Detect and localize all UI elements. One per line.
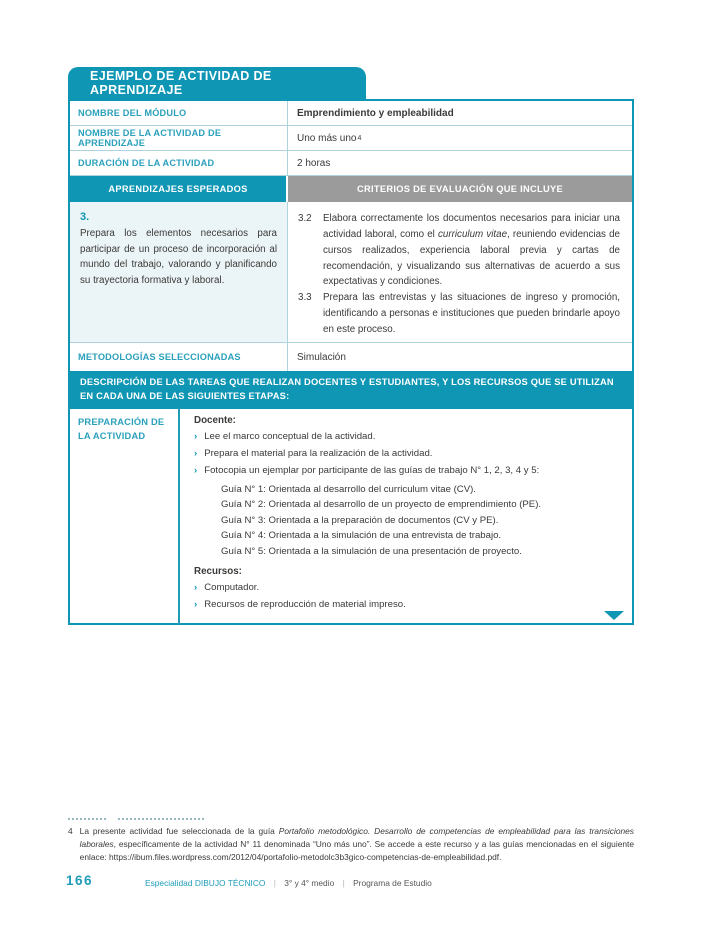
criterion-text: Prepara las entrevistas y las situaciones de ingreso y promoción, identificando a personas e instituciones que pueden brindarle apoyo en este proceso. bbox=[323, 292, 620, 336]
criterion-number: 3.2 bbox=[298, 213, 312, 224]
criterion-text bbox=[323, 211, 620, 290]
learning-number: 3. bbox=[80, 211, 90, 223]
list-item-text: Computador. bbox=[204, 582, 260, 594]
activity-name-label: NOMBRE DE LA ACTIVIDAD DE APRENDIZAJE bbox=[70, 126, 288, 150]
activity-name-text: Uno más uno bbox=[297, 132, 357, 144]
worksheet-item: Guía N° 3: Orientada a la preparación de documentos (CV y PE). bbox=[221, 514, 499, 526]
criterion-text-italic: curriculum vitae bbox=[438, 228, 508, 240]
methodologies-label: METODOLOGÍAS SELECCIONADAS bbox=[70, 343, 288, 371]
list-item-text: Prepara el material para la realización de la actividad. bbox=[204, 448, 433, 460]
preparation-row bbox=[70, 409, 632, 623]
footnote-guide-title: Portafolio metodológico. Desarrollo de competencias de empleabilidad para las transiciones laborales bbox=[79, 826, 634, 850]
duration-label: DURACIÓN DE LA ACTIVIDAD bbox=[70, 151, 288, 175]
footnote-text-post: , específicamente de la actividad N° 11 denominada “Uno más uno”. Se accede a este recurso y a las guías mencionadas en el siguiente enlace: bbox=[79, 839, 634, 863]
footnote-url: https://ibum.files.wordpress.com/2012/04/portafolio-metodolc3b3gico-competencias-de-empleabilidad.pdf. bbox=[109, 852, 502, 863]
methodologies-row bbox=[70, 343, 632, 371]
evaluation-criteria-header: CRITERIOS DE EVALUACIÓN QUE INCLUYE bbox=[288, 176, 632, 202]
criterion-item bbox=[298, 290, 620, 338]
footer-separator: | bbox=[273, 878, 276, 888]
list-item bbox=[194, 598, 620, 612]
table-row bbox=[70, 126, 632, 151]
list-item-text: Lee el marco conceptual de la actividad. bbox=[204, 431, 376, 442]
learnings-criteria-row bbox=[70, 202, 632, 343]
teacher-section-title: Docente: bbox=[194, 415, 236, 426]
footnote-reference: 4 bbox=[357, 134, 362, 142]
tasks-description-header: DESCRIPCIÓN DE LAS TAREAS QUE REALIZAN DOCENTES Y ESTUDIANTES, Y LOS RECURSOS QUE SE UTILIZAN EN CADA UNA DE LAS SIGUIENTES ETAPAS: bbox=[70, 371, 632, 409]
column-header-row bbox=[70, 176, 632, 202]
chevron-bullet-icon: › bbox=[194, 431, 198, 442]
module-name-value: Emprendimiento y empleabilidad bbox=[297, 107, 454, 119]
footnote-number: 4 bbox=[68, 826, 73, 836]
footer-grade: 3° y 4° medio bbox=[284, 878, 335, 888]
preparation-content bbox=[180, 409, 632, 623]
criterion-text-pre: Elabora correctamente los documentos necesarios para iniciar una actividad laboral, como el bbox=[323, 213, 620, 240]
expected-learning-cell bbox=[70, 202, 288, 342]
worksheet-item: Guía N° 4: Orientada a la simulación de una entrevista de trabajo. bbox=[221, 530, 502, 542]
worksheet-item: Guía N° 1: Orientada al desarrollo del curriculum vitae (CV). bbox=[221, 483, 476, 495]
footnote-text bbox=[80, 825, 634, 864]
resources-section bbox=[194, 566, 620, 612]
learning-text: Prepara los elementos necesarios para participar de un proceso de incorporación al mundo del trabajo, valorando y planificando su trayectoria formativa y laboral. bbox=[80, 228, 277, 287]
footer-separator: | bbox=[342, 878, 345, 888]
list-item-text: Recursos de reproducción de material impreso. bbox=[204, 599, 406, 611]
footnote-body bbox=[68, 825, 634, 864]
activity-example-tab-title: EJEMPLO DE ACTIVIDAD DE APRENDIZAJE bbox=[68, 67, 366, 99]
worksheet-item: Guía N° 5: Orientada a la simulación de una presentación de proyecto. bbox=[221, 545, 522, 557]
footnote bbox=[68, 818, 634, 864]
module-name-label: NOMBRE DEL MÓDULO bbox=[70, 101, 288, 125]
activity-table bbox=[68, 99, 634, 625]
chevron-bullet-icon: › bbox=[194, 448, 198, 460]
criteria-cell bbox=[288, 202, 632, 342]
table-row bbox=[70, 151, 632, 176]
chevron-bullet-icon: › bbox=[194, 465, 198, 477]
footnote-divider bbox=[68, 818, 634, 821]
criterion-text-post: , reuniendo evidencias de cursos realizados, experiencia laboral previa y cartas de recomendación, y visualizando sus alternativas de acuerdo a sus expectativas y condiciones. bbox=[323, 228, 620, 288]
page-number: 166 bbox=[66, 873, 94, 888]
preparation-stage-label: PREPARACIÓN DE LA ACTIVIDAD bbox=[70, 409, 180, 623]
list-item-text: Fotocopia un ejemplar por participante de las guías de trabajo N° 1, 2, 3, 4 y 5: bbox=[204, 465, 540, 477]
table-row bbox=[70, 101, 632, 126]
list-item bbox=[194, 430, 620, 444]
worksheet-list bbox=[221, 482, 620, 560]
resources-section-title: Recursos: bbox=[194, 566, 242, 578]
running-footer bbox=[145, 878, 432, 888]
dotted-rule bbox=[68, 818, 106, 820]
criterion-number: 3.3 bbox=[298, 292, 312, 304]
duration-value: 2 horas bbox=[297, 157, 331, 169]
footnote-text-pre: La presente actividad fue seleccionada de la guía bbox=[79, 826, 279, 836]
continuation-arrow-icon bbox=[604, 611, 624, 620]
dotted-rule bbox=[118, 818, 204, 820]
criterion-item bbox=[298, 211, 620, 290]
footer-program: Programa de Estudio bbox=[353, 878, 432, 888]
chevron-bullet-icon: › bbox=[194, 582, 198, 594]
list-item bbox=[194, 447, 620, 461]
worksheet-item: Guía N° 2: Orientada al desarrollo de un proyecto de emprendimiento (PE). bbox=[221, 499, 542, 511]
activity-name-value bbox=[288, 126, 632, 150]
list-item bbox=[194, 581, 620, 595]
expected-learnings-header: APRENDIZAJES ESPERADOS bbox=[70, 176, 288, 202]
footer-specialty: Especialidad DIBUJO TÉCNICO bbox=[145, 878, 266, 888]
list-item bbox=[194, 464, 620, 478]
methodologies-value: Simulación bbox=[297, 351, 346, 363]
chevron-bullet-icon: › bbox=[194, 599, 198, 611]
